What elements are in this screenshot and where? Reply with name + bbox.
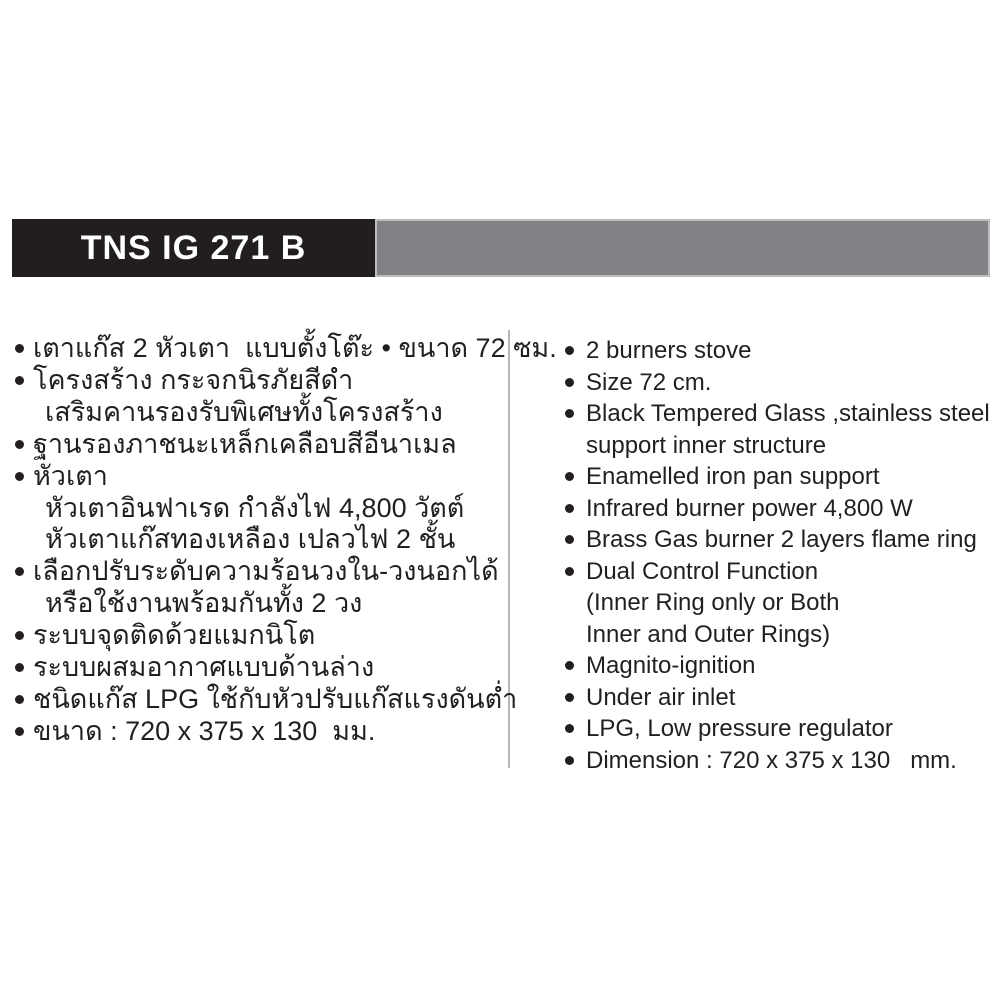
spec-text: Infrared burner power 4,800 W [586, 494, 913, 522]
bullet-icon [565, 535, 574, 544]
bullet-icon [565, 756, 574, 765]
spec-text: Under air inlet [586, 683, 736, 711]
spec-text: โครงสร้าง กระจกนิรภัยสีดำ [33, 364, 354, 395]
spec-line [15, 556, 503, 588]
spec-text: ระบบจุดติดด้วยแมกนิโต [33, 620, 316, 651]
spec-line [15, 429, 503, 461]
spec-line [15, 620, 503, 652]
spec-text: หัวเตา [33, 460, 108, 491]
spec-text: Dimension : 720 x 375 x 130 mm. [586, 746, 957, 774]
spec-line [15, 365, 503, 397]
spec-line [15, 588, 503, 620]
bullet-icon [15, 376, 24, 385]
bullet-icon [15, 631, 24, 640]
spec-text: หัวเตาอินฟาเรด กำลังไฟ 4,800 วัตต์ [45, 492, 465, 523]
model-title-panel [12, 219, 375, 277]
bullet-icon [565, 693, 574, 702]
bullet-icon [15, 344, 24, 353]
thai-specs-column [15, 333, 557, 748]
spec-line [565, 367, 995, 399]
bullet-icon [565, 724, 574, 733]
spec-line [15, 333, 557, 365]
bullet-icon [15, 440, 24, 449]
spec-line [15, 461, 503, 493]
spec-line [15, 524, 503, 556]
spec-line [565, 335, 995, 367]
spec-text: support inner structure [586, 431, 827, 459]
spec-text: Brass Gas burner 2 layers flame ring [586, 526, 977, 553]
model-title: TNS IG 271 B [80, 228, 307, 267]
spec-line [565, 524, 995, 556]
bullet-icon [565, 346, 574, 355]
spec-line [565, 587, 995, 619]
bullet-icon [565, 409, 574, 418]
spec-text: 2 burners stove [586, 337, 752, 364]
bullet-icon [15, 695, 24, 704]
spec-text: LPG, Low pressure regulator [586, 715, 893, 742]
bullet-icon [15, 472, 24, 481]
spec-text: ระบบผสมอากาศแบบด้านล่าง [33, 652, 375, 683]
bullet-icon [565, 661, 574, 670]
spec-line [565, 556, 995, 588]
spec-line [565, 745, 995, 777]
spec-line [15, 397, 503, 429]
header-gray-panel [375, 219, 990, 277]
bullet-icon [15, 663, 24, 672]
spec-line [565, 713, 995, 745]
spec-text: เตาแก๊ส 2 หัวเตา แบบตั้งโต๊ะ • ขนาด 72 ซม. [33, 333, 557, 363]
bullet-icon [565, 567, 574, 576]
spec-line [565, 619, 995, 651]
spec-line [565, 682, 995, 714]
spec-line [15, 652, 503, 684]
english-specs-column [565, 335, 995, 776]
spec-line [565, 493, 995, 525]
spec-text: (Inner Ring only or Both [586, 589, 840, 616]
spec-line [15, 716, 503, 748]
spec-text: เลือกปรับระดับความร้อนวงใน-วงนอกได้ [33, 556, 499, 587]
bullet-icon [565, 504, 574, 513]
spec-line [565, 650, 995, 682]
spec-text: Inner and Outer Rings) [586, 620, 831, 648]
spec-line [565, 398, 995, 430]
bullet-icon [565, 378, 574, 387]
spec-text: ชนิดแก๊ส LPG ใช้กับหัวปรับแก๊สแรงดันต่ำ [33, 683, 518, 714]
spec-line [565, 461, 995, 493]
header-bar [12, 219, 990, 277]
spec-text: ฐานรองภาชนะเหล็กเคลือบสีอีนาเมล [33, 428, 457, 459]
spec-text: หรือใช้งานพร้อมกันทั้ง 2 วง [45, 588, 363, 619]
spec-text: ขนาด : 720 x 375 x 130 มม. [33, 715, 376, 746]
bullet-icon [15, 567, 24, 576]
bullet-icon [15, 727, 24, 736]
bullet-icon [565, 472, 574, 481]
spec-line [15, 683, 518, 716]
spec-text: Dual Control Function [586, 557, 819, 585]
spec-text: เสริมคานรองรับพิเศษทั้งโครงสร้าง [45, 396, 443, 427]
spec-text: Enamelled iron pan support [586, 463, 880, 490]
spec-line [565, 430, 995, 462]
spec-line [15, 493, 503, 525]
spec-text: Magnito-ignition [586, 652, 756, 679]
spec-text: หัวเตาแก๊สทองเหลือง เปลวไฟ 2 ชั้น [45, 524, 456, 555]
spec-text: Black Tempered Glass ,stainless steel [586, 400, 990, 427]
spec-text: Size 72 cm. [586, 368, 712, 396]
